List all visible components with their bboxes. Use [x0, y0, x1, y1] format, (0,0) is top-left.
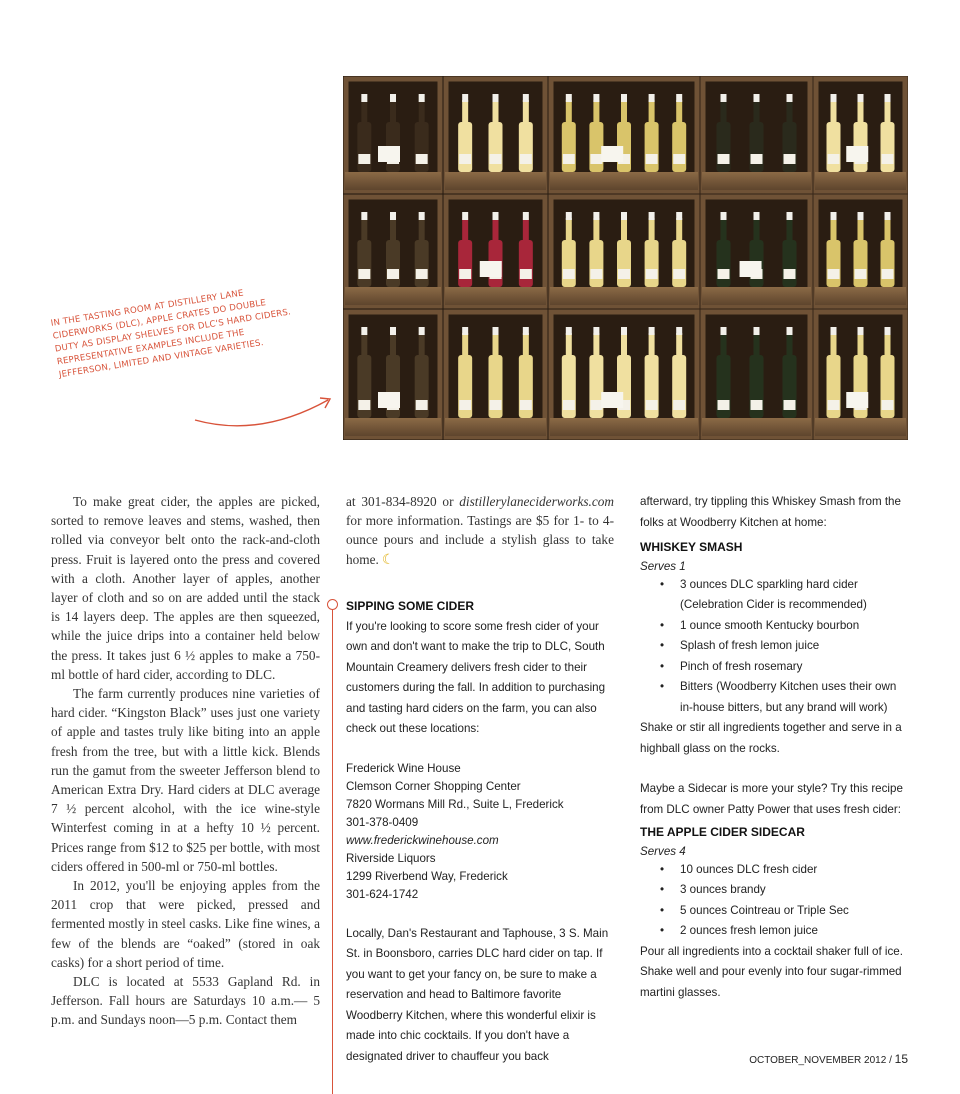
bullet-icon: • — [660, 577, 665, 591]
bottle-neck — [787, 218, 793, 242]
bottle-neck — [566, 218, 572, 242]
bottle-neck — [621, 333, 627, 357]
bullet-icon: • — [660, 924, 665, 937]
bottle-label — [563, 269, 575, 279]
recipe-intro: Maybe a Sidecar is more your style? Try this recipe from DLC owner Patty Power that uses fresh cider: — [640, 782, 903, 816]
bottle-neck — [462, 333, 468, 357]
bottle-label — [646, 154, 658, 164]
bottle-label — [416, 269, 428, 279]
section-heading: SIPPING SOME CIDER — [346, 599, 475, 613]
bottle-label — [646, 269, 658, 279]
bottle-cap — [523, 327, 529, 335]
recipe-serves: Serves 1 — [640, 559, 686, 573]
list-item — [640, 921, 910, 942]
bottle-neck — [754, 100, 760, 124]
bottle-label — [784, 269, 796, 279]
bottle-cap — [754, 212, 760, 220]
bottle-neck — [721, 333, 727, 357]
bottle — [827, 122, 841, 172]
bottle-neck — [361, 218, 367, 242]
crate-slat — [445, 287, 546, 305]
bottle-label — [520, 269, 532, 279]
bullet-icon: • — [660, 883, 665, 896]
list-item — [640, 677, 910, 718]
bottle-cap — [621, 212, 627, 220]
bottle — [415, 122, 429, 172]
tasting-room-photo — [343, 76, 908, 440]
bottle-neck — [649, 218, 655, 242]
bullet-icon: • — [660, 618, 665, 632]
crates-illustration — [343, 76, 908, 440]
ingredient-text: Pinch of fresh rosemary — [680, 659, 803, 673]
bottle — [750, 122, 764, 172]
bottle-cap — [885, 327, 891, 335]
ingredient-text: 10 ounces DLC fresh cider — [680, 862, 818, 876]
crate-slat — [345, 287, 441, 305]
location-address: 1299 Riverbend Way, Frederick — [346, 869, 508, 883]
bottle — [357, 122, 371, 172]
location-name: Frederick Wine House — [346, 761, 461, 775]
bottle-neck — [390, 218, 396, 242]
crate-slat — [550, 418, 698, 436]
bottle-neck — [649, 100, 655, 124]
page-folio — [749, 1052, 908, 1066]
bottle-label — [520, 400, 532, 410]
bullet-icon: • — [660, 659, 665, 673]
bottle — [458, 240, 472, 287]
bottle-cap — [676, 94, 682, 102]
bottle-neck — [593, 333, 599, 357]
website-link[interactable]: distillerylaneciderworks.com — [459, 494, 614, 509]
page-number: 15 — [894, 1052, 908, 1066]
bottle-label — [882, 269, 894, 279]
bottle-cap — [361, 94, 367, 102]
list-item — [640, 657, 910, 678]
bottle-label — [490, 154, 502, 164]
ingredient-text: Bitters (Woodberry Kitchen uses their own in-house bitters, but any brand will work) — [680, 680, 897, 714]
intro-text-b: for more information. Tastings are $5 for 1- to 4- ounce pours and include a stylish glass to take home. — [346, 513, 614, 567]
bottle-cap — [649, 212, 655, 220]
bottle-cap — [419, 327, 425, 335]
bottle-cap — [593, 212, 599, 220]
location-phone: 301-624-1742 — [346, 887, 419, 901]
bottle-neck — [523, 218, 529, 242]
bottle-label — [673, 269, 685, 279]
price-tag — [480, 261, 502, 277]
bottle-cap — [787, 327, 793, 335]
price-tag — [601, 146, 623, 162]
bottle-label — [828, 269, 840, 279]
crate-slat — [550, 287, 698, 305]
bottle-neck — [593, 100, 599, 124]
ingredient-text: 3 ounces DLC sparkling hard cider (Celebration Cider is recommended) — [680, 577, 867, 611]
ingredient-list — [640, 575, 910, 719]
bottle-cap — [787, 212, 793, 220]
crate-slat — [445, 418, 546, 436]
sipping-section — [346, 596, 616, 1067]
bottle-label — [387, 269, 399, 279]
bottle-neck — [419, 218, 425, 242]
bottle-label — [855, 269, 867, 279]
bottle-neck — [390, 333, 396, 357]
bottle-cap — [593, 94, 599, 102]
bottle-cap — [493, 212, 499, 220]
bottle-label — [590, 400, 602, 410]
bottle-neck — [858, 100, 864, 124]
bottle-neck — [361, 333, 367, 357]
bottle — [489, 122, 503, 172]
bullet-icon: • — [660, 862, 665, 876]
bottle-neck — [523, 333, 529, 357]
bottle-cap — [462, 212, 468, 220]
bottle-label — [358, 400, 370, 410]
bottle-cap — [566, 212, 572, 220]
bottle-neck — [885, 333, 891, 357]
bottle-cap — [721, 212, 727, 220]
price-tag — [846, 146, 868, 162]
bottle-label — [784, 154, 796, 164]
crate-slat — [345, 172, 441, 190]
bottle-label — [751, 400, 763, 410]
bottle-label — [751, 154, 763, 164]
bottle-neck — [787, 100, 793, 124]
list-item — [640, 616, 910, 637]
crate-slat — [815, 287, 906, 305]
bottle — [881, 122, 895, 172]
bottle-neck — [462, 100, 468, 124]
bottle-cap — [419, 94, 425, 102]
bottle-label — [416, 400, 428, 410]
bottle-cap — [419, 212, 425, 220]
bottle-neck — [787, 333, 793, 357]
bottle-cap — [462, 327, 468, 335]
bottle — [881, 240, 895, 287]
bottle — [854, 240, 868, 287]
recipe-intro: afterward, try tippling this Whiskey Smash from the folks at Woodberry Kitchen at home: — [640, 495, 901, 529]
bottle-label — [563, 154, 575, 164]
bottle — [717, 122, 731, 172]
bottle-cap — [621, 327, 627, 335]
paragraph: In 2012, you'll be enjoying apples from the 2011 crop that were picked, pressed and fermented mostly in steel casks. Like fine wines, a few of the blends are “oaked” (stored in oak casks) for a short period of time. — [51, 878, 320, 970]
location-address: 7820 Wormans Mill Rd., Suite L, Frederick — [346, 797, 564, 811]
ingredient-text: 5 ounces Cointreau or Triple Sec — [680, 903, 849, 917]
folio-separator: / — [886, 1055, 895, 1066]
bottle-cap — [462, 94, 468, 102]
bottle-neck — [831, 218, 837, 242]
bottle-cap — [621, 94, 627, 102]
bottle-neck — [831, 333, 837, 357]
bottle-neck — [676, 333, 682, 357]
bottle-cap — [361, 327, 367, 335]
photo-caption: IN THE TASTING ROOM AT DISTILLERY LANE CIDERWORKS (DLC), APPLE CRATES DO DOUBLE DUTY AS DISPLAY SHELVES FOR DLC'S HARD CIDERS. REPRESENTATIVE EXAMPLES INCLUDE THE JEFFERSON, LIMITED AND VINTAGE VARIETIES. — [50, 288, 292, 381]
bottle-cap — [676, 327, 682, 335]
bottle-neck — [419, 100, 425, 124]
location-website[interactable]: www.frederickwinehouse.com — [346, 833, 499, 847]
body-column-1 — [51, 492, 320, 1030]
bottle-cap — [721, 327, 727, 335]
bottle-label — [646, 400, 658, 410]
ingredient-text: Splash of fresh lemon juice — [680, 639, 820, 652]
column-divider — [332, 604, 333, 1094]
price-tag — [601, 392, 623, 408]
section-text: If you're looking to score some fresh cider of your own and don't want to make the trip to DLC, South Mountain Creamery delivers fresh cider to their customers during the fall. In addition to purchasing and tasting hard ciders on the farm, you can also check out these locations: — [346, 619, 606, 735]
bottle — [386, 240, 400, 287]
bottle-cap — [676, 212, 682, 220]
body-column-3 — [640, 492, 910, 1003]
bottle-cap — [649, 94, 655, 102]
price-tag — [740, 261, 762, 277]
bottle-label — [882, 400, 894, 410]
bottle-label — [618, 269, 630, 279]
bottle-cap — [523, 94, 529, 102]
bottle — [458, 122, 472, 172]
bottle-cap — [858, 94, 864, 102]
bottle-neck — [390, 100, 396, 124]
bottle-neck — [621, 218, 627, 242]
bottle-neck — [593, 218, 599, 242]
bottle-cap — [361, 212, 367, 220]
issue-label: OCTOBER_NOVEMBER 2012 — [749, 1055, 887, 1066]
bottle-neck — [754, 218, 760, 242]
bottle-neck — [493, 218, 499, 242]
crate-slat — [702, 418, 811, 436]
bottle-cap — [858, 212, 864, 220]
bottle-cap — [721, 94, 727, 102]
bottle — [645, 122, 659, 172]
recipe-title: THE APPLE CIDER SIDECAR — [640, 825, 805, 839]
ingredient-text: 1 ounce smooth Kentucky bourbon — [680, 618, 860, 632]
crate-slat — [702, 172, 811, 190]
recipe-method: Shake or stir all ingredients together and serve in a highball glass on the rocks. — [640, 721, 902, 755]
recipe-title: WHISKEY SMASH — [640, 540, 743, 554]
bottle-label — [416, 154, 428, 164]
list-item — [640, 575, 910, 616]
crate-slat — [815, 172, 906, 190]
bottle-cap — [754, 94, 760, 102]
bottle-neck — [831, 100, 837, 124]
bottle-cap — [390, 212, 396, 220]
bottle-label — [718, 269, 730, 279]
bottle-neck — [419, 333, 425, 357]
bottle-label — [459, 400, 471, 410]
bottle-cap — [493, 94, 499, 102]
paragraph: To make great cider, the apples are picked, sorted to remove leaves and stems, washed, then rolled via conveyor belt onto the rack-and-cloth press. Fruit is layered onto the press and covered with a cloth. Another layer of apples, another layer of cloth and so on are added until the stack is 14 layers deep. The apples are then squeezed, while the juice drips into a container held below the press. It takes just 6 ½ apples to make a 750-ml bottle of hard cider, according to DLC. — [51, 494, 320, 682]
bottle-label — [459, 154, 471, 164]
bottle-label — [590, 154, 602, 164]
bottle — [519, 240, 533, 287]
bottle — [562, 122, 576, 172]
price-tag — [378, 146, 400, 162]
price-tag — [378, 392, 400, 408]
bottle-cap — [649, 327, 655, 335]
crescent-moon-icon: ☾ — [381, 552, 395, 568]
location-riverside-liquors — [346, 850, 616, 904]
bottle-neck — [721, 100, 727, 124]
bottle-neck — [676, 100, 682, 124]
bottle-cap — [885, 212, 891, 220]
bottle-cap — [566, 327, 572, 335]
bottle-label — [590, 269, 602, 279]
bottle-neck — [566, 333, 572, 357]
bottle-neck — [858, 218, 864, 242]
price-tag — [846, 392, 868, 408]
bottle-neck — [885, 218, 891, 242]
bottle-neck — [721, 218, 727, 242]
divider-dot — [327, 599, 338, 610]
bottle-neck — [621, 100, 627, 124]
bottle-neck — [858, 333, 864, 357]
bottle-label — [358, 269, 370, 279]
closing-paragraph: Locally, Dan's Restaurant and Taphouse, 3 S. Main St. in Boonsboro, carries DLC hard cider on tap. If you want to get your fancy on, be sure to make a reservation and head to Baltimore favorite Woodberry Kitchen, where this wonderful elixir is made into chic cocktails. If you don't have a designated driver to chauffeur you back — [346, 926, 609, 1063]
bottle-neck — [523, 100, 529, 124]
bottle — [617, 240, 631, 287]
ingredient-list — [640, 860, 910, 942]
bullet-icon: • — [660, 903, 665, 917]
bottle-cap — [754, 327, 760, 335]
bottle-cap — [858, 327, 864, 335]
bottle-cap — [390, 327, 396, 335]
bottle-label — [563, 400, 575, 410]
curved-arrow-icon — [190, 390, 340, 435]
list-item — [640, 636, 910, 657]
bottle-label — [718, 400, 730, 410]
bottle — [672, 122, 686, 172]
bottle-label — [673, 154, 685, 164]
crate-slat — [815, 418, 906, 436]
bottle-label — [784, 400, 796, 410]
bottle-neck — [493, 333, 499, 357]
bottle-neck — [885, 100, 891, 124]
bottle-label — [718, 154, 730, 164]
bottle — [783, 122, 797, 172]
bottle — [519, 122, 533, 172]
bottle-cap — [523, 212, 529, 220]
bottle-cap — [566, 94, 572, 102]
bottle-cap — [390, 94, 396, 102]
bottle — [357, 240, 371, 287]
paragraph: The farm currently produces nine varieties of hard cider. “Kingston Black” uses just one variety of apple and tastes truly like biting into an apple fresh from the tree, but with a little kick. Blends run the gamut from the sweeter Jefferson blend to American Extra Dry. Hard ciders at DLC average 7 ½ percent alcohol, with the ice wine-style Winterfest coming in at a hefty 10 ½ percent. Prices range from $12 to $25 per bottle, with most ciders offered in 500-ml or 750-ml bottles. — [51, 686, 320, 874]
bullet-icon: • — [660, 680, 665, 693]
bottle — [589, 240, 603, 287]
recipe-serves: Serves 4 — [640, 844, 686, 858]
bottle-label — [828, 400, 840, 410]
bottle-label — [459, 269, 471, 279]
location-line: Clemson Corner Shopping Center — [346, 779, 521, 793]
bottle-neck — [462, 218, 468, 242]
bottle-label — [673, 400, 685, 410]
crate-slat — [550, 172, 698, 190]
paragraph: DLC is located at 5533 Gapland Rd. in Jefferson. Fall hours are Saturdays 10 a.m.— 5 p.m. and Sundays noon—5 p.m. Contact them — [51, 974, 320, 1028]
list-item — [640, 901, 910, 922]
location-frederick-wine-house — [346, 760, 616, 850]
body-column-2-intro — [346, 492, 614, 570]
ingredient-text: 2 ounces fresh lemon juice — [680, 924, 818, 937]
bottle-label — [882, 154, 894, 164]
bottle-neck — [649, 333, 655, 357]
bottle-label — [490, 400, 502, 410]
list-item — [640, 860, 910, 881]
location-phone: 301-378-0409 — [346, 815, 419, 829]
bottle-neck — [754, 333, 760, 357]
bottle — [672, 240, 686, 287]
crate-slat — [445, 172, 546, 190]
bottle-cap — [831, 212, 837, 220]
bottle — [415, 240, 429, 287]
bottle-label — [828, 154, 840, 164]
location-name: Riverside Liquors — [346, 851, 436, 865]
bottle-neck — [566, 100, 572, 124]
bottle-neck — [493, 100, 499, 124]
bullet-icon: • — [660, 639, 665, 652]
list-item — [640, 880, 910, 901]
bottle-neck — [676, 218, 682, 242]
bottle — [827, 240, 841, 287]
bottle-cap — [831, 327, 837, 335]
bottle — [717, 240, 731, 287]
bottle-cap — [885, 94, 891, 102]
intro-text-a: at 301-834-8920 or — [346, 494, 460, 509]
bottle — [562, 240, 576, 287]
bottle-cap — [493, 327, 499, 335]
recipe-method: Pour all ingredients into a cocktail shaker full of ice. Shake well and pour evenly into four sugar-rimmed martini glasses. — [640, 944, 903, 999]
bottle-cap — [787, 94, 793, 102]
bottle-cap — [831, 94, 837, 102]
bottle-label — [520, 154, 532, 164]
ingredient-text: 3 ounces brandy — [680, 883, 766, 896]
bottle — [645, 240, 659, 287]
bottle — [783, 240, 797, 287]
crate-slat — [702, 287, 811, 305]
bottle-neck — [361, 100, 367, 124]
bottle-cap — [593, 327, 599, 335]
bottle-label — [358, 154, 370, 164]
crate-slat — [345, 418, 441, 436]
